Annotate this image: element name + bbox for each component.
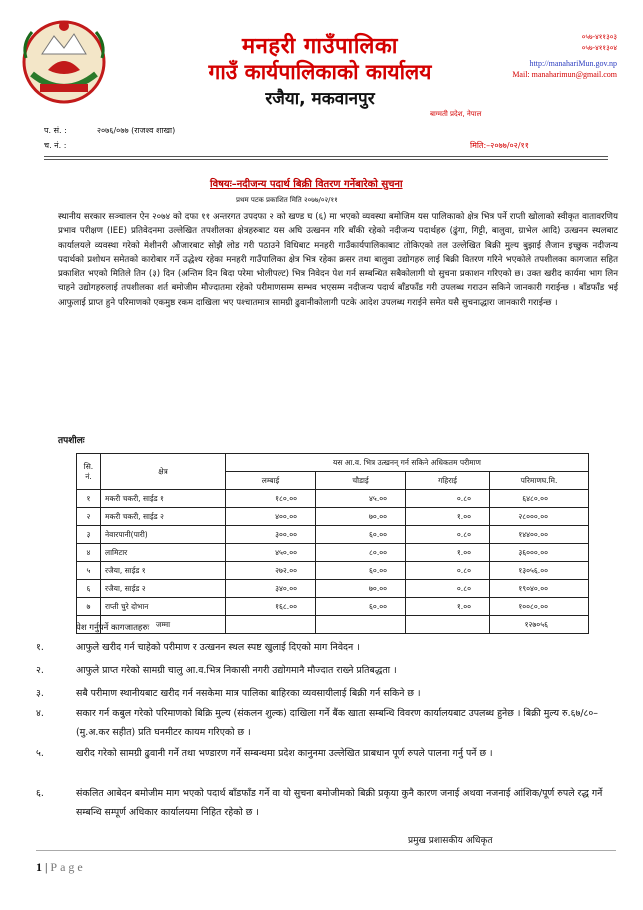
row-length: ३००.०० — [226, 526, 316, 544]
row-length: ४००.०० — [226, 508, 316, 526]
row-volume: ३६०००.०० — [490, 544, 589, 562]
phone-number-1: ०५७-४११३०३ — [581, 33, 617, 41]
item-number: १. — [36, 642, 44, 653]
row-volume: १९०४०.०० — [490, 580, 589, 598]
item-number: ४. — [36, 708, 44, 719]
row-volume: १४४००.०० — [490, 526, 589, 544]
row-area: नेवारपानी(पारी) — [101, 526, 226, 544]
row-depth: ०.८० — [406, 526, 490, 544]
row-area: रजैया, साईड २ — [101, 580, 226, 598]
documents-heading: पेश गर्नुपर्ने कागजातहरुः — [76, 623, 150, 633]
row-sn: ५ — [77, 562, 101, 580]
row-length: १८०.०० — [226, 490, 316, 508]
ps-value: २०७६/०७७ (राजश्व शाखा) — [96, 126, 176, 135]
website-link[interactable]: http://manahariMun.gov.np — [529, 59, 617, 68]
publication-date: प्रथम पटक प्रकाशित मिति २०७७/०२/११ — [236, 196, 338, 204]
extraction-details-table — [76, 453, 589, 634]
footer-rule — [36, 850, 616, 851]
row-area: रजैया, साईड १ — [101, 562, 226, 580]
row-depth: १.०० — [406, 508, 490, 526]
row-area: लामिटार — [101, 544, 226, 562]
row-area: राप्ती चुरे दोभान — [101, 598, 226, 616]
row-sn: ७ — [77, 598, 101, 616]
row-depth: ०.८० — [406, 562, 490, 580]
row-width: ७०.०० — [316, 580, 406, 598]
row-depth: १.०० — [406, 544, 490, 562]
row-volume: ६४८०.०० — [490, 490, 589, 508]
header-width: चौडाई — [316, 472, 406, 490]
header-depth: गहिराई — [406, 472, 490, 490]
table-row — [77, 580, 589, 598]
row-volume: १००८०.०० — [490, 598, 589, 616]
row-sn: ६ — [77, 580, 101, 598]
header-area: क्षेत्र — [101, 454, 226, 490]
notice-body: स्थानीय सरकार सञ्चालन ऐन २०७४ को दफा ११ अन्तरगत उपदफा २ को खण्ड घ (६) मा भएको व्यवस्था बमोजिम यस पालिकाको क्षेत्र भित्र पर्ने राप्ती खोलाको स्वीकृत वातावरणिय प्रभाव परीक्षण (IEE) प्रतिवेदनमा उल्लेखित तपशीलका क्षेत्रहरुबाट यस अघि उत्खनन गरि बाँकी रहेको नदीजन्य पदार्थहरु (ढुंगा, गिट्टी, बालुवा, ग्राभेल आदि) उत्खनन स्थलबाट कार्यालयले व्यवस्था गरेको मेशीनरी औजारबाट सोझै लोड गरी पठाउने विधिबाट मनहरी गाउँकार्यपालिकाबाट तोकिएको तल उल्लेखित बिक्री मुल्य बुझाई लैजान इच्छुक नदीजन्य पदार्थको प्रशोधन समेतको कारोबार गर्ने उद्धेश्य रहेका मनहरी गाउँपालिका क्षेत्र भित्र रहेका क्रसर तथा बालुवा उद्योगहरु लाई बिक्री वितरण गरिने भएकोले तपशीलका कागजात सहित प्रकाशित भएको मितिले तिन (३) दिन (अन्तिम दिन बिदा परेमा भोलीपल्ट) भित्र निवेदन पेश गर्न सम्बन्धित सबैकोलागी यो सुचना प्रकाशन गरिएको छ। उक्त खरीद कार्यमा भाग लिन चाहने उद्योगहरुलाई तपशीलका शर्त बमोजीम मौज्दातमा रहेको परीमाणसम्म सम्भव भएसम्म नदीजन्य पदार्थ बाँडफाँड गरी उपलब्ध गराउन सकिने जानकारी गराईन्छ । बाँडफाँड भई आफुलाई प्राप्त हुने परिमाणको एकमुष्ठ रकम दाखिला भए पश्चातमात्र सामग्री ढुवानीकोलागी पटके आदेश उपलब्ध गराईने समेत यसै सुचनाद्धारा जानकारी गराईन्छ । — [58, 212, 618, 308]
total-blank — [406, 616, 490, 634]
header-length: लम्बाई — [226, 472, 316, 490]
row-volume: २८०००.०० — [490, 508, 589, 526]
row-area: मकरी चकरी, साईड २ — [101, 508, 226, 526]
table-row — [77, 526, 589, 544]
page-label: Page — [50, 860, 86, 874]
municipality-name: मनहरी गाउँपालिका — [242, 34, 398, 59]
item-text: सकार गर्न कबुल गरेको परिमाणको बिक्रि मुल्य (संकलन शुल्क) दाखिला गर्ने बैंक खाता सम्बन्धि विवरण कार्यालयबाट उपलब्ध हुनेछ । बिक्री मुल्य रु.६७/८०–(मु.अ.कर सहीत) प्रति घनमीटर कायम गरिएको छ । — [76, 708, 598, 738]
total-value: १२७०५६ — [490, 616, 589, 634]
email-address[interactable]: Mail: manaharimun@gmail.com — [512, 70, 617, 79]
item-text: आफुले प्राप्त गरेको सामग्री चालु आ.व.भित्र निकासी नगरी उद्योगमानै मौज्दात राख्ने प्रतिबद्धता । — [76, 665, 397, 676]
row-length: ४५०.०० — [226, 544, 316, 562]
letter-date: मिति:–२०७७/०२/११ — [470, 141, 529, 150]
table-row — [77, 598, 589, 616]
notice-subject: विषयः–नदीजन्य पदार्थ बिक्री वितरण गर्नेबारेको सुचना — [210, 179, 403, 190]
province-label: बाग्मती प्रदेश, नेपाल — [430, 110, 482, 118]
table-row — [77, 544, 589, 562]
item-number: ५. — [36, 748, 44, 759]
row-depth: ०.८० — [406, 580, 490, 598]
details-heading: तपशीलः — [58, 436, 85, 446]
row-width: ७०.०० — [316, 508, 406, 526]
total-blank — [316, 616, 406, 634]
table-row — [77, 508, 589, 526]
item-text: खरीद गरेको सामग्री ढुवानी गर्ने तथा भण्डारण गर्ने सम्बन्धमा प्रदेश कानुनमा उल्लेखित प्राबधान पूर्ण रुपले पालना गर्नु पर्ने छ । — [76, 748, 493, 759]
header-group: यस आ.व. भित्र उत्खनन् गर्न सकिने अधिकतम परीमाण — [226, 454, 589, 472]
reference-ps — [44, 125, 175, 136]
item-number: ६. — [36, 788, 44, 799]
table-total-row — [77, 616, 589, 634]
reference-cn — [44, 140, 66, 151]
row-length: १६८.०० — [226, 598, 316, 616]
table-row — [77, 490, 589, 508]
header-rule-top — [44, 156, 608, 157]
row-width: ६०.०० — [316, 526, 406, 544]
row-width: ६०.०० — [316, 562, 406, 580]
row-sn: ३ — [77, 526, 101, 544]
item-text: आफुले खरीद गर्न चाहेको परीमाण र उत्खनन स्थल स्पष्ट खुलाई दिएको माग निवेदन । — [76, 642, 360, 653]
nepal-government-emblem — [18, 14, 110, 106]
row-sn: ४ — [77, 544, 101, 562]
office-location: रजैया, मकवानपुर — [265, 89, 375, 109]
phone-number-2: ०५७-४११३०४ — [581, 44, 617, 52]
ps-label: प. सं. : — [44, 126, 67, 135]
item-number: २. — [36, 665, 44, 676]
header-rule-bottom — [44, 159, 608, 160]
row-width: ४५.०० — [316, 490, 406, 508]
page-number — [36, 860, 86, 875]
total-blank — [226, 616, 316, 634]
row-volume: १३०५६.०० — [490, 562, 589, 580]
row-width: ६०.०० — [316, 598, 406, 616]
total-label: जम्मा — [101, 616, 226, 634]
row-depth: ०.८० — [406, 490, 490, 508]
item-text: सबै परीमाण स्थानीयबाट खरीद गर्न नसकेमा मात्र पालिका बाहिरका व्यवसायीलाई बिक्री गर्न सकिने छ । — [76, 688, 421, 699]
signatory-title: प्रमुख प्रशासकीय अधिकृत — [408, 836, 493, 846]
item-text: संकलित आबेदन बमोजीम माग भएको पदार्थ बाँडफाँड गर्ने वा यो सुचना बमोजीमको बिक्री प्रकृया कुनै कारण जनाई अथवा नजनाई आंशिक/पूर्ण रुपले रद्ध गर्ने सम्बन्धि सम्पूर्ण अधिकार कार्यालयमा निहित रहेको छ । — [76, 788, 603, 818]
row-length: ३४०.०० — [226, 580, 316, 598]
header-volume: परिमाणघ.मि. — [490, 472, 589, 490]
header-sn: सि. नं. — [77, 454, 101, 490]
item-number: ३. — [36, 688, 44, 699]
row-area: मकरी चकरी, साईड १ — [101, 490, 226, 508]
row-length: २७२.०० — [226, 562, 316, 580]
table-row — [77, 562, 589, 580]
cn-label: च. नं. : — [44, 141, 67, 150]
row-sn: २ — [77, 508, 101, 526]
page-separator: | — [42, 860, 51, 874]
row-sn: १ — [77, 490, 101, 508]
page-number-value: 1 — [36, 860, 42, 874]
row-width: ८०.०० — [316, 544, 406, 562]
row-depth: १.०० — [406, 598, 490, 616]
office-name: गाउँ कार्यपालिकाको कार्यालय — [208, 60, 432, 84]
